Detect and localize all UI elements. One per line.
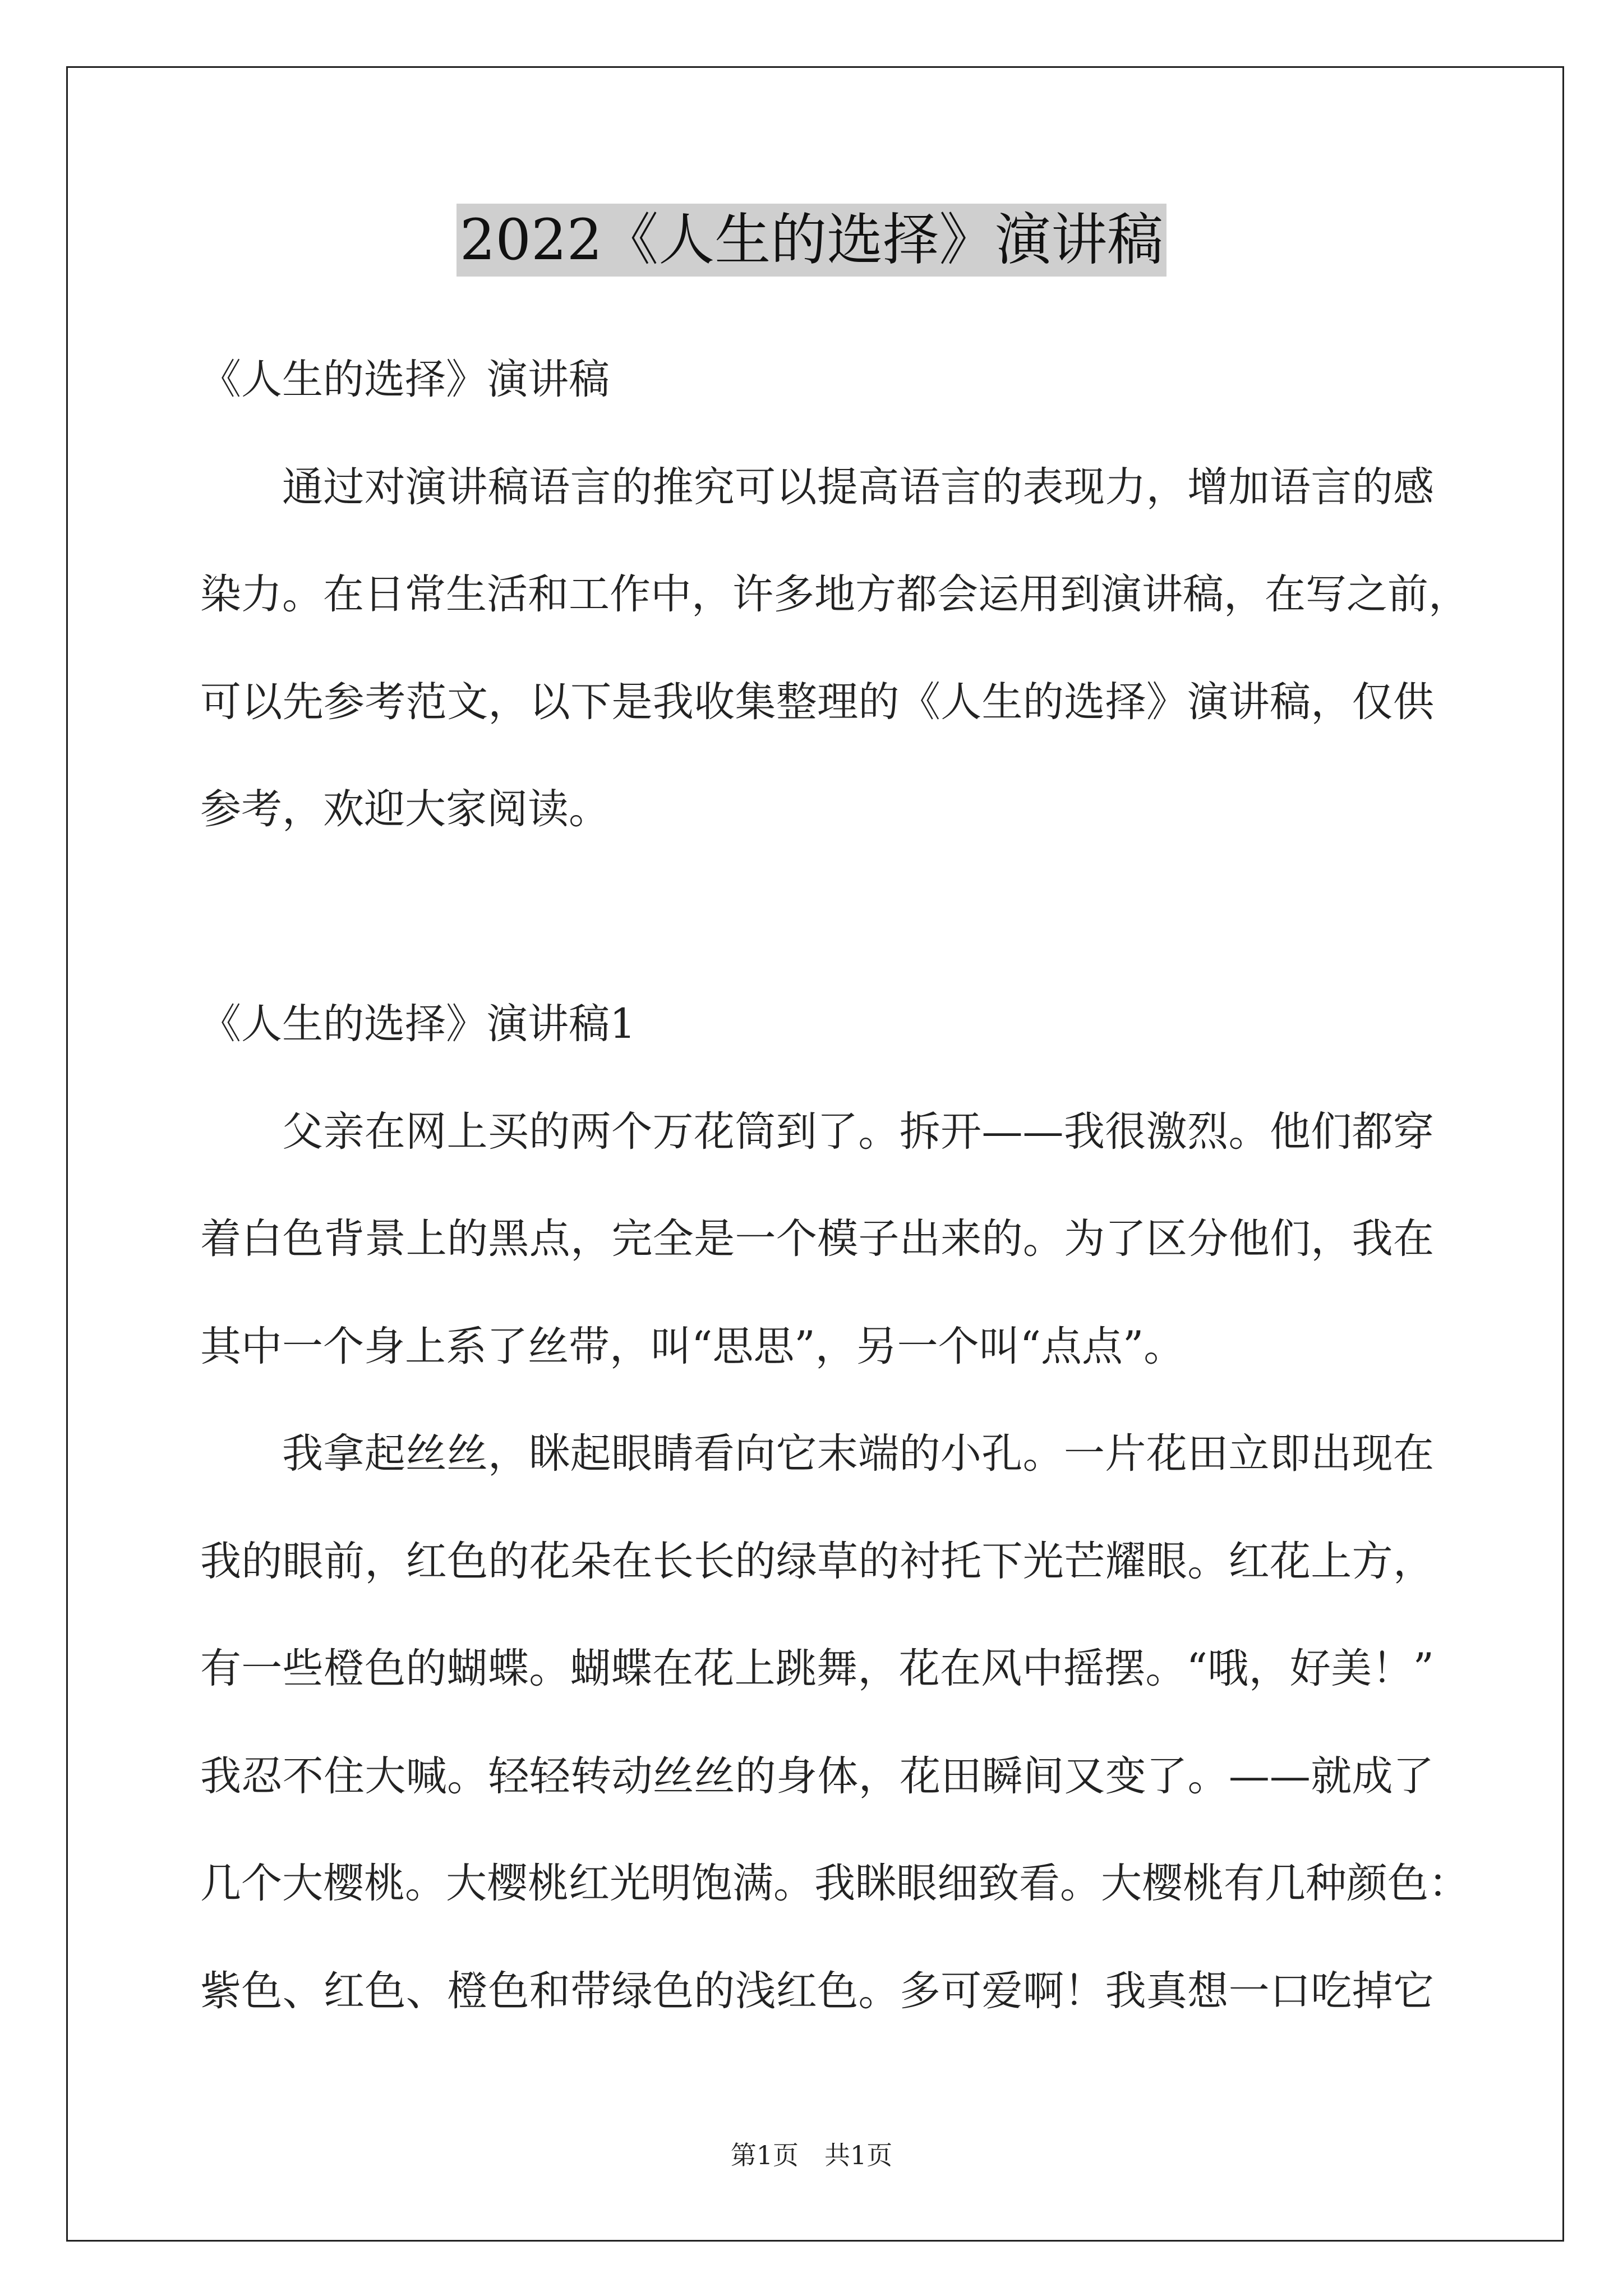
page-number: 第1页 [730,2140,799,2170]
paragraph-line: 我的眼前，红色的花朵在长长的绿草的衬托下光芒耀眼。红花上方， [200,1537,1434,1585]
paragraph-line: 其中一个身上系了丝带，叫“思思”，另一个叫“点点”。 [200,1322,1185,1370]
document-body [200,326,1469,2045]
paragraph-line: 几个大樱桃。大樱桃红光明饱满。我眯眼细致看。大樱桃有几种颜色： [200,1860,1469,1907]
paragraph [200,1078,1434,1401]
paragraph-line: 我拿起丝丝，眯起眼睛看向它末端的小孔。一片花田立即出现在 [282,1430,1434,1478]
intro-line: 参考，欢迎大家阅读。 [200,785,610,833]
page-footer [0,2138,1623,2172]
paragraph [200,1400,1469,2045]
page-total: 共1页 [824,2140,893,2170]
paragraph-line: 我忍不住大喊。轻轻转动丝丝的身体，花田瞬间又变了。——就成了 [200,1752,1434,1800]
section-heading: 《人生的选择》演讲稿1 [200,1000,636,1048]
paragraph-line: 父亲在网上买的两个万花筒到了。拆开——我很激烈。他们都穿 [282,1107,1434,1156]
paragraph-line: 紫色、红色、橙色和带绿色的浅红色。多可爱啊！我真想一口吃掉它 [200,1967,1434,2015]
document-title: 2022《人生的选择》演讲稿 [457,204,1167,277]
paragraph-line: 有一些橙色的蝴蝶。蝴蝶在花上跳舞，花在风中摇摆。“哦，好美！” [200,1645,1434,1692]
title-container [0,204,1623,277]
heading: 《人生的选择》演讲稿 [200,356,610,403]
intro-line: 染力。在日常生活和工作中，许多地方都会运用到演讲稿，在写之前， [200,570,1469,618]
intro-paragraph [200,434,1469,863]
blank-line [200,863,1434,971]
paragraph-line: 着白色背景上的黑点，完全是一个模子出来的。为了区分他们，我在 [200,1215,1434,1263]
intro-line: 可以先参考范文，以下是我收集整理的《人生的选择》演讲稿，仅供 [200,678,1434,726]
intro-line: 通过对演讲稿语言的推究可以提高语言的表现力，增加语言的感 [282,463,1434,511]
